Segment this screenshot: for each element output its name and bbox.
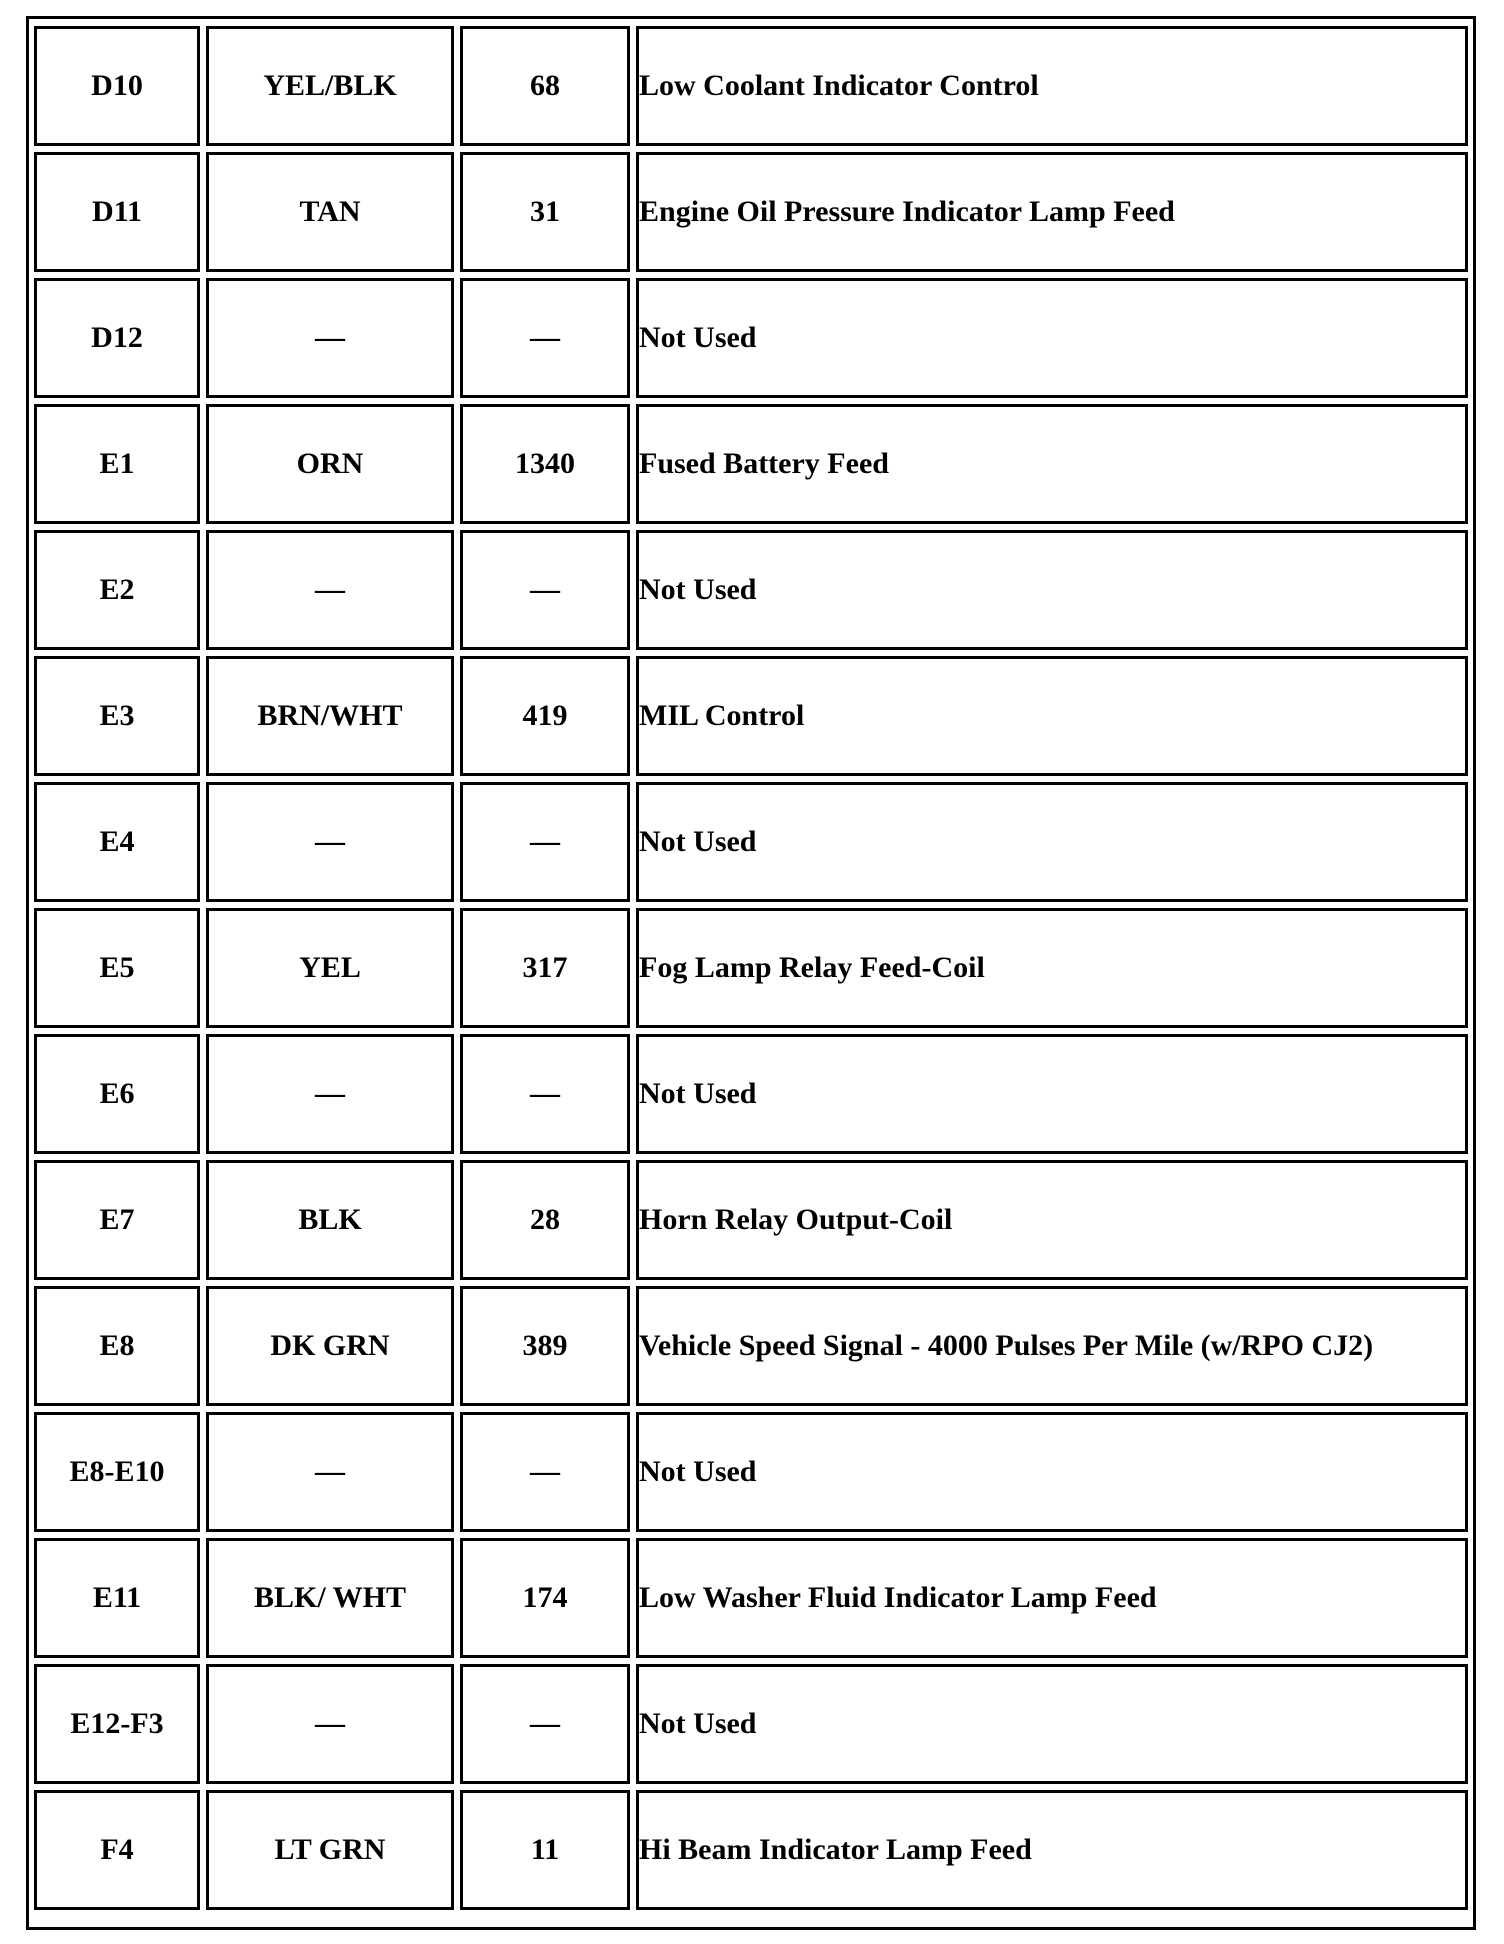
- table-row: [34, 26, 1468, 146]
- wire-color-cell: —: [206, 782, 454, 902]
- circuit-number-cell: 28: [460, 1160, 630, 1280]
- pin-cell: F4: [34, 1790, 200, 1910]
- function-cell: Not Used: [636, 1034, 1468, 1154]
- circuit-number-cell: —: [460, 782, 630, 902]
- circuit-number-cell: 11: [460, 1790, 630, 1910]
- function-cell: MIL Control: [636, 656, 1468, 776]
- circuit-number-cell: —: [460, 1412, 630, 1532]
- table-row: [34, 656, 1468, 776]
- table-row: [34, 404, 1468, 524]
- table-row: [34, 1034, 1468, 1154]
- circuit-number-cell: —: [460, 1664, 630, 1784]
- circuit-number-cell: 1340: [460, 404, 630, 524]
- table-row: [34, 782, 1468, 902]
- wire-color-cell: YEL/BLK: [206, 26, 454, 146]
- pin-cell: E11: [34, 1538, 200, 1658]
- function-cell: Not Used: [636, 1664, 1468, 1784]
- table-row: [34, 1664, 1468, 1784]
- pin-cell: E7: [34, 1160, 200, 1280]
- wire-color-cell: —: [206, 1034, 454, 1154]
- wire-color-cell: LT GRN: [206, 1790, 454, 1910]
- circuit-number-cell: 68: [460, 26, 630, 146]
- circuit-number-cell: 31: [460, 152, 630, 272]
- function-cell: Vehicle Speed Signal - 4000 Pulses Per Mile (w/RPO CJ2): [636, 1286, 1468, 1406]
- pin-cell: E3: [34, 656, 200, 776]
- wire-color-cell: BLK/ WHT: [206, 1538, 454, 1658]
- pin-cell: E8-E10: [34, 1412, 200, 1532]
- circuit-number-cell: —: [460, 278, 630, 398]
- circuit-number-cell: —: [460, 1034, 630, 1154]
- circuit-number-cell: 389: [460, 1286, 630, 1406]
- pin-cell: E1: [34, 404, 200, 524]
- wire-color-cell: TAN: [206, 152, 454, 272]
- table-row: [34, 1160, 1468, 1280]
- wire-color-cell: —: [206, 1664, 454, 1784]
- function-cell: Engine Oil Pressure Indicator Lamp Feed: [636, 152, 1468, 272]
- table-row: [34, 530, 1468, 650]
- pin-cell: E4: [34, 782, 200, 902]
- function-cell: Low Washer Fluid Indicator Lamp Feed: [636, 1538, 1468, 1658]
- pin-cell: E5: [34, 908, 200, 1028]
- pin-cell: D11: [34, 152, 200, 272]
- wire-color-cell: ORN: [206, 404, 454, 524]
- pin-cell: E6: [34, 1034, 200, 1154]
- table-row: [34, 278, 1468, 398]
- wire-color-cell: —: [206, 530, 454, 650]
- function-cell: Not Used: [636, 782, 1468, 902]
- pin-cell: E12-F3: [34, 1664, 200, 1784]
- table-row: [34, 1286, 1468, 1406]
- wire-color-cell: DK GRN: [206, 1286, 454, 1406]
- table-row: [34, 152, 1468, 272]
- table-row: [34, 1412, 1468, 1532]
- circuit-number-cell: —: [460, 530, 630, 650]
- wire-color-cell: —: [206, 1412, 454, 1532]
- circuit-number-cell: 419: [460, 656, 630, 776]
- wire-color-cell: —: [206, 278, 454, 398]
- wire-color-cell: BRN/WHT: [206, 656, 454, 776]
- connector-pinout-table: [28, 20, 1474, 1916]
- pin-cell: E2: [34, 530, 200, 650]
- circuit-number-cell: 317: [460, 908, 630, 1028]
- function-cell: Low Coolant Indicator Control: [636, 26, 1468, 146]
- function-cell: Horn Relay Output-Coil: [636, 1160, 1468, 1280]
- table-body: [34, 26, 1468, 1910]
- wire-color-cell: YEL: [206, 908, 454, 1028]
- table-row: [34, 1538, 1468, 1658]
- circuit-number-cell: 174: [460, 1538, 630, 1658]
- function-cell: Fused Battery Feed: [636, 404, 1468, 524]
- function-cell: Not Used: [636, 1412, 1468, 1532]
- function-cell: Not Used: [636, 278, 1468, 398]
- pin-cell: E8: [34, 1286, 200, 1406]
- function-cell: Fog Lamp Relay Feed-Coil: [636, 908, 1468, 1028]
- pin-cell: D12: [34, 278, 200, 398]
- function-cell: Not Used: [636, 530, 1468, 650]
- wire-color-cell: BLK: [206, 1160, 454, 1280]
- table-row: [34, 1790, 1468, 1910]
- table-row: [34, 908, 1468, 1028]
- function-cell: Hi Beam Indicator Lamp Feed: [636, 1790, 1468, 1910]
- pin-cell: D10: [34, 26, 200, 146]
